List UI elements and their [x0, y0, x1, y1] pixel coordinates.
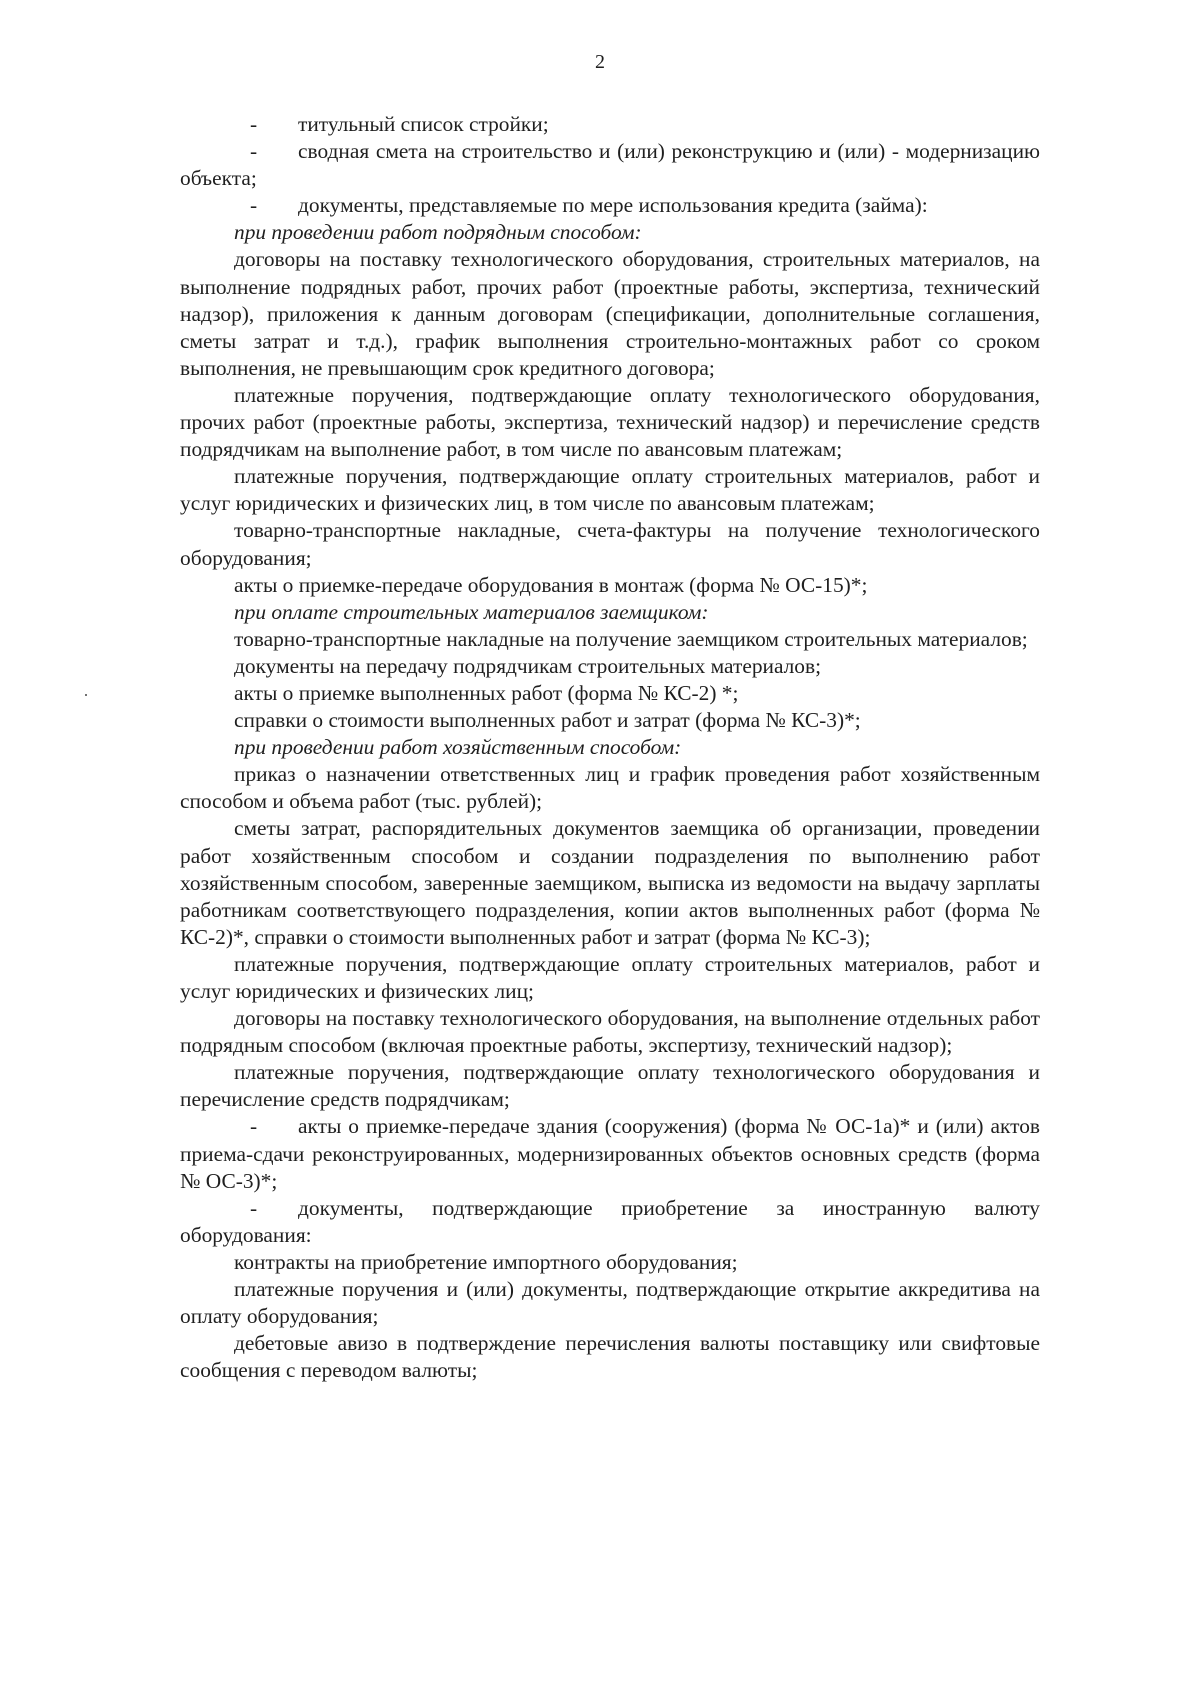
paragraph-text: сводная смета на строительство и (или) реконструкцию и (или) - модернизацию объекта;: [180, 139, 1040, 191]
paragraph: договоры на поставку технологического оборудования, строительных материалов, на выполнение подрядных работ, прочих работ (проектные работы, экспертиза, технический надзор), приложения к данным договорам (спецификации, дополнительные соглашения, сметы затрат и т.д.), график выполнения строительно-монтажных работ со сроком выполнения, не превышающим срок кредитного договора;: [180, 247, 1040, 380]
paragraph: документы на передачу подрядчикам строительных материалов;: [234, 653, 822, 678]
paragraph: платежные поручения, подтверждающие оплату строительных материалов, работ и услуг юридических и физических лиц, в том числе по авансовым платежам;: [180, 464, 1040, 516]
paragraph-text: акты о приемке-передаче здания (сооружения) (форма № ОС-1а)* и (или) актов приема-сдачи реконструированных, модернизированных объектов основных средств (форма № ОС-3)*;: [180, 1114, 1040, 1193]
list-item-foreign-currency: [180, 1195, 1040, 1249]
paragraph: платежные поручения, подтверждающие оплату технологического оборудования и перечисление средств подрядчикам;: [180, 1060, 1040, 1112]
paragraph: сметы затрат, распорядительных документов заемщика об организации, проведении работ хозяйственным способом и создании подразделения по выполнению работ хозяйственным способом, заверенные заемщиком, выписка из ведомости на выдачу зарплаты работникам соответствующего подразделения, копии актов выполненных работ (форма № КС-2)*, справки о стоимости выполненных работ и затрат (форма № КС-3);: [180, 816, 1040, 949]
document-body: [180, 111, 1040, 1384]
paragraph: акты о приемке выполненных работ (форма № КС-2) *;: [234, 680, 739, 705]
paragraph: дебетовые авизо в подтверждение перечисления валюты поставщику или свифтовые сообщения с переводом валюты;: [180, 1331, 1040, 1383]
dash-marker: -: [250, 193, 258, 218]
paragraph: платежные поручения и (или) документы, подтверждающие открытие аккредитива на оплату оборудования;: [180, 1277, 1040, 1329]
paragraph-text: титульный список стройки;: [298, 112, 549, 136]
paragraph: платежные поручения, подтверждающие оплату технологического оборудования, прочих работ (проектные работы, экспертиза, технический надзор) и перечисление средств подрядчикам на выполнение работ, в том числе по авансовым платежам;: [180, 382, 1040, 462]
page-number: 2: [595, 51, 605, 73]
list-item-acceptance-acts: [180, 1113, 1040, 1194]
paragraph: контракты на приобретение импортного оборудования;: [234, 1249, 738, 1274]
dash-marker: -: [250, 112, 258, 136]
paragraph: справки о стоимости выполненных работ и затрат (форма № КС-3)*;: [234, 708, 861, 733]
paragraph-text: документы, представляемые по мере использования кредита (займа):: [298, 193, 928, 218]
paragraph-text: документы, подтверждающие приобретение за иностранную валюту оборудования:: [180, 1195, 1040, 1247]
dash-marker: -: [250, 1195, 258, 1220]
section-heading-contract-method: при проведении работ подрядным способом:: [234, 220, 642, 245]
section-heading-in-house-method: при проведении работ хозяйственным способом:: [234, 735, 682, 760]
section-heading-materials-payment: при оплате строительных материалов заемщиком:: [234, 599, 709, 624]
list-item-title-list: [180, 111, 1040, 138]
dash-marker: -: [250, 1114, 258, 1139]
list-item-summary-estimate: [180, 138, 1040, 192]
paragraph: договоры на поставку технологического оборудования, на выполнение отдельных работ подрядным способом (включая проектные работы, экспертизу, технический надзор);: [180, 1006, 1040, 1058]
scan-speck: [85, 694, 87, 696]
list-item-credit-documents: [180, 192, 1040, 219]
paragraph: платежные поручения, подтверждающие оплату строительных материалов, работ и услуг юридических и физических лиц;: [180, 951, 1040, 1003]
paragraph: акты о приемке-передаче оборудования в монтаж (форма № ОС-15)*;: [234, 572, 868, 597]
paragraph: приказ о назначении ответственных лиц и график проведения работ хозяйственным способом и объема работ (тыс. рублей);: [180, 762, 1040, 814]
paragraph: товарно-транспортные накладные, счета-фактуры на получение технологического оборудования;: [180, 518, 1040, 570]
dash-marker: -: [250, 139, 258, 164]
paragraph: товарно-транспортные накладные на получение заемщиком строительных материалов;: [234, 626, 1028, 651]
